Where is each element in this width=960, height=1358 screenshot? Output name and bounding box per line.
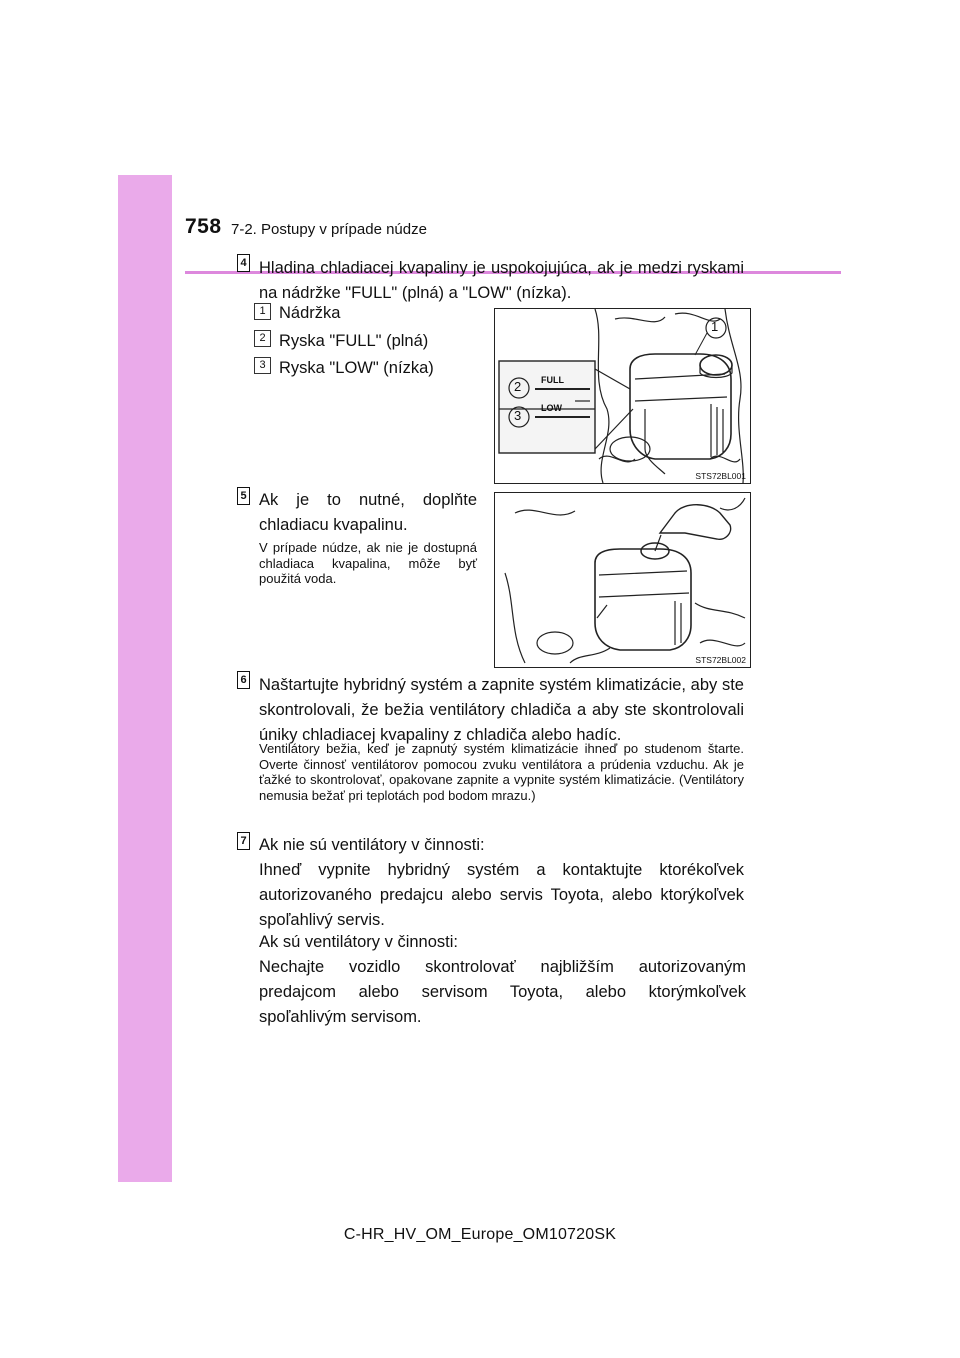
- refill-illustration: [495, 493, 750, 667]
- figure-2-code: STS72BL002: [695, 655, 746, 665]
- low-mark-label: LOW: [541, 403, 562, 413]
- page-number: 758: [185, 215, 222, 238]
- step-5-note: V prípade núdze, ak nie je dostupná chladiaca kvapalina, môže byť použitá voda.: [259, 540, 477, 586]
- fig1-callout-3: 3: [514, 408, 522, 423]
- item-low-line-label: Ryska "LOW" (nízka): [279, 359, 434, 377]
- chapter-sidebar-tab: [118, 175, 172, 1182]
- step-7-line4: Nechajte vozidlo skontrolovať najbližším autorizovaným predajcom alebo servisom Toyota, alebo ktorýmkoľvek spoľahlivým servisom.: [259, 958, 746, 1026]
- callout-3-marker: 3: [254, 357, 271, 374]
- step-7-marker: 7: [237, 832, 250, 850]
- step-4-text: Hladina chladiacej kvapaliny je uspokojujúca, ak je medzi ryskami na nádržke "FULL" (plná) a "LOW" (nízka).: [259, 259, 744, 302]
- step-6-text: Naštartujte hybridný systém a zapnite systém klimatizácie, aby ste skontrolovali, že bežia ventilátory chladiča a aby ste skontrolovali úniky chladiacej kvapaliny z chladiča alebo hadíc.: [259, 676, 744, 744]
- step-6-marker: 6: [237, 671, 250, 689]
- step-5-text: Ak je to nutné, doplňte chladiacu kvapalinu.: [259, 491, 477, 534]
- full-mark-label: FULL: [541, 375, 564, 385]
- step-7-line3: Ak sú ventilátory v činnosti:: [259, 933, 458, 951]
- step-4-marker: 4: [237, 254, 250, 272]
- figure-refill-coolant: [494, 492, 751, 668]
- step-6-note: Ventilátory bežia, keď je zapnutý systém klimatizácie ihneď po studenom štarte. Overte činnosť ventilátorov pomocou zvuku ventilátora a prúdenia vzduchu. Ak je ťažké to skontrolovať, opakovane zapnite a vypnite systém klimatizácie. (Ventilátory nemusia bežať pri teplotách pod bodom mrazu.): [259, 741, 744, 803]
- item-full-line-label: Ryska "FULL" (plná): [279, 332, 429, 350]
- callout-1-marker: 1: [254, 303, 271, 320]
- figure-1-code: STS72BL001: [695, 471, 746, 481]
- footer-doc-id: C-HR_HV_OM_Europe_OM10720SK: [343, 1226, 617, 1243]
- step-5-marker: 5: [237, 487, 250, 505]
- figure-coolant-reservoir: [494, 308, 751, 484]
- callout-2-marker: 2: [254, 330, 271, 347]
- fig1-callout-1: 1: [711, 319, 719, 334]
- section-title: 7-2. Postupy v prípade núdze: [231, 221, 427, 238]
- step-7-line1: Ak nie sú ventilátory v činnosti:: [259, 836, 485, 854]
- reservoir-illustration: [495, 309, 750, 483]
- step-7-line2: Ihneď vypnite hybridný systém a kontaktujte ktorékoľvek autorizovaného predajcu alebo servis Toyota, alebo ktorýkoľvek spoľahlivý servis.: [259, 861, 744, 929]
- item-tank-label: Nádržka: [279, 304, 341, 322]
- fig1-callout-2: 2: [514, 379, 522, 394]
